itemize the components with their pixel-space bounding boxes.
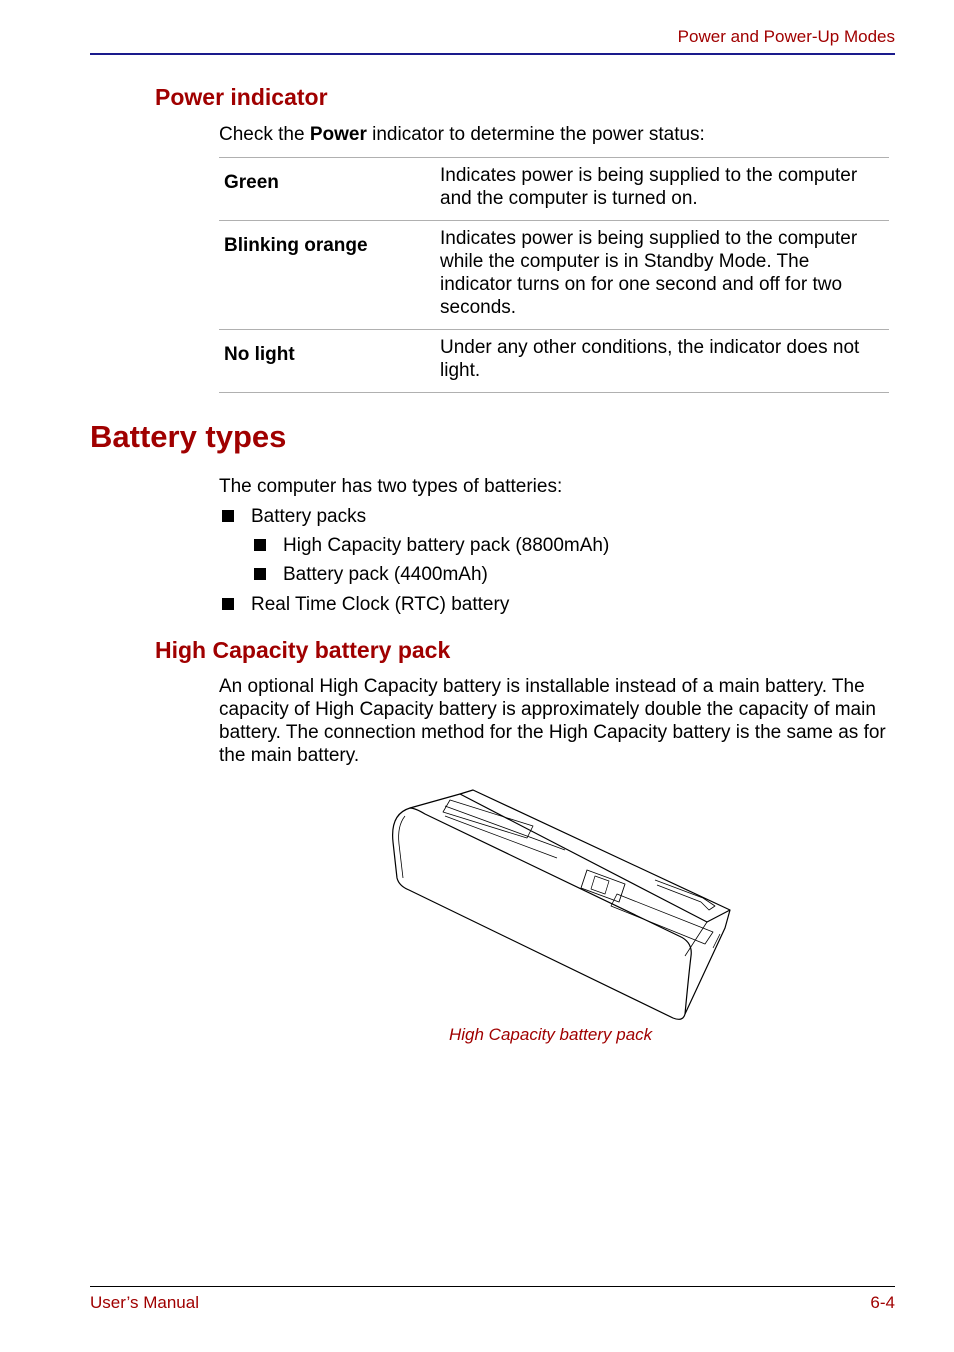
indicator-term: No light	[219, 330, 435, 393]
list-item	[219, 505, 366, 528]
page-number: 6-4	[870, 1293, 895, 1312]
battery-packs-sublist	[251, 534, 609, 592]
battery-types-list	[219, 505, 366, 534]
header-rule	[90, 53, 895, 55]
footer-manual-title: User’s Manual	[90, 1293, 199, 1312]
battery-types-heading: Battery types	[90, 419, 287, 454]
bullet-square-icon	[222, 598, 234, 610]
indicator-term: Blinking orange	[219, 221, 435, 330]
intro-text-start: Check the	[219, 124, 310, 145]
figure-caption: High Capacity battery pack	[449, 1025, 653, 1044]
indicator-description: Under any other conditions, the indicator does not light.	[435, 330, 889, 393]
list-item-label: Battery packs	[251, 506, 367, 527]
table-row	[219, 158, 889, 221]
power-indicator-heading: Power indicator	[155, 84, 328, 110]
table-row	[219, 221, 889, 330]
battery-types-intro: The computer has two types of batteries:	[219, 476, 563, 497]
list-item	[251, 563, 609, 586]
indicator-term: Green	[219, 158, 435, 221]
list-item-label: High Capacity battery pack (8800mAh)	[283, 535, 610, 556]
bullet-square-icon	[254, 568, 266, 580]
bullet-square-icon	[222, 510, 234, 522]
table-row	[219, 330, 889, 393]
high-capacity-paragraph: An optional High Capacity battery is installable instead of a main battery. The capacity of High Capacity battery is approximately double the capacity of main battery. The connection method for the High Capacity battery is the same as for the main battery.	[219, 676, 886, 766]
battery-pack-illustration	[385, 786, 737, 1022]
intro-text-end: indicator to determine the power status:	[366, 124, 705, 145]
battery-types-list-continued	[219, 593, 509, 622]
list-item	[219, 593, 509, 616]
indicator-description: Indicates power is being supplied to the computer while the computer is in Standby Mode. The indicator turns on for one second and off for two seconds.	[435, 221, 889, 330]
list-item-label: Real Time Clock (RTC) battery	[251, 594, 510, 615]
list-item-label: Battery pack (4400mAh)	[283, 564, 488, 585]
bullet-square-icon	[254, 539, 266, 551]
list-item	[251, 534, 609, 557]
footer-rule	[90, 1286, 895, 1287]
high-capacity-heading: High Capacity battery pack	[155, 637, 451, 663]
indicator-description: Indicates power is being supplied to the computer and the computer is turned on.	[435, 158, 889, 221]
running-header: Power and Power-Up Modes	[677, 27, 895, 46]
intro-bold-power: Power	[309, 124, 367, 145]
power-indicator-intro	[219, 123, 705, 146]
power-indicator-table	[219, 157, 889, 393]
